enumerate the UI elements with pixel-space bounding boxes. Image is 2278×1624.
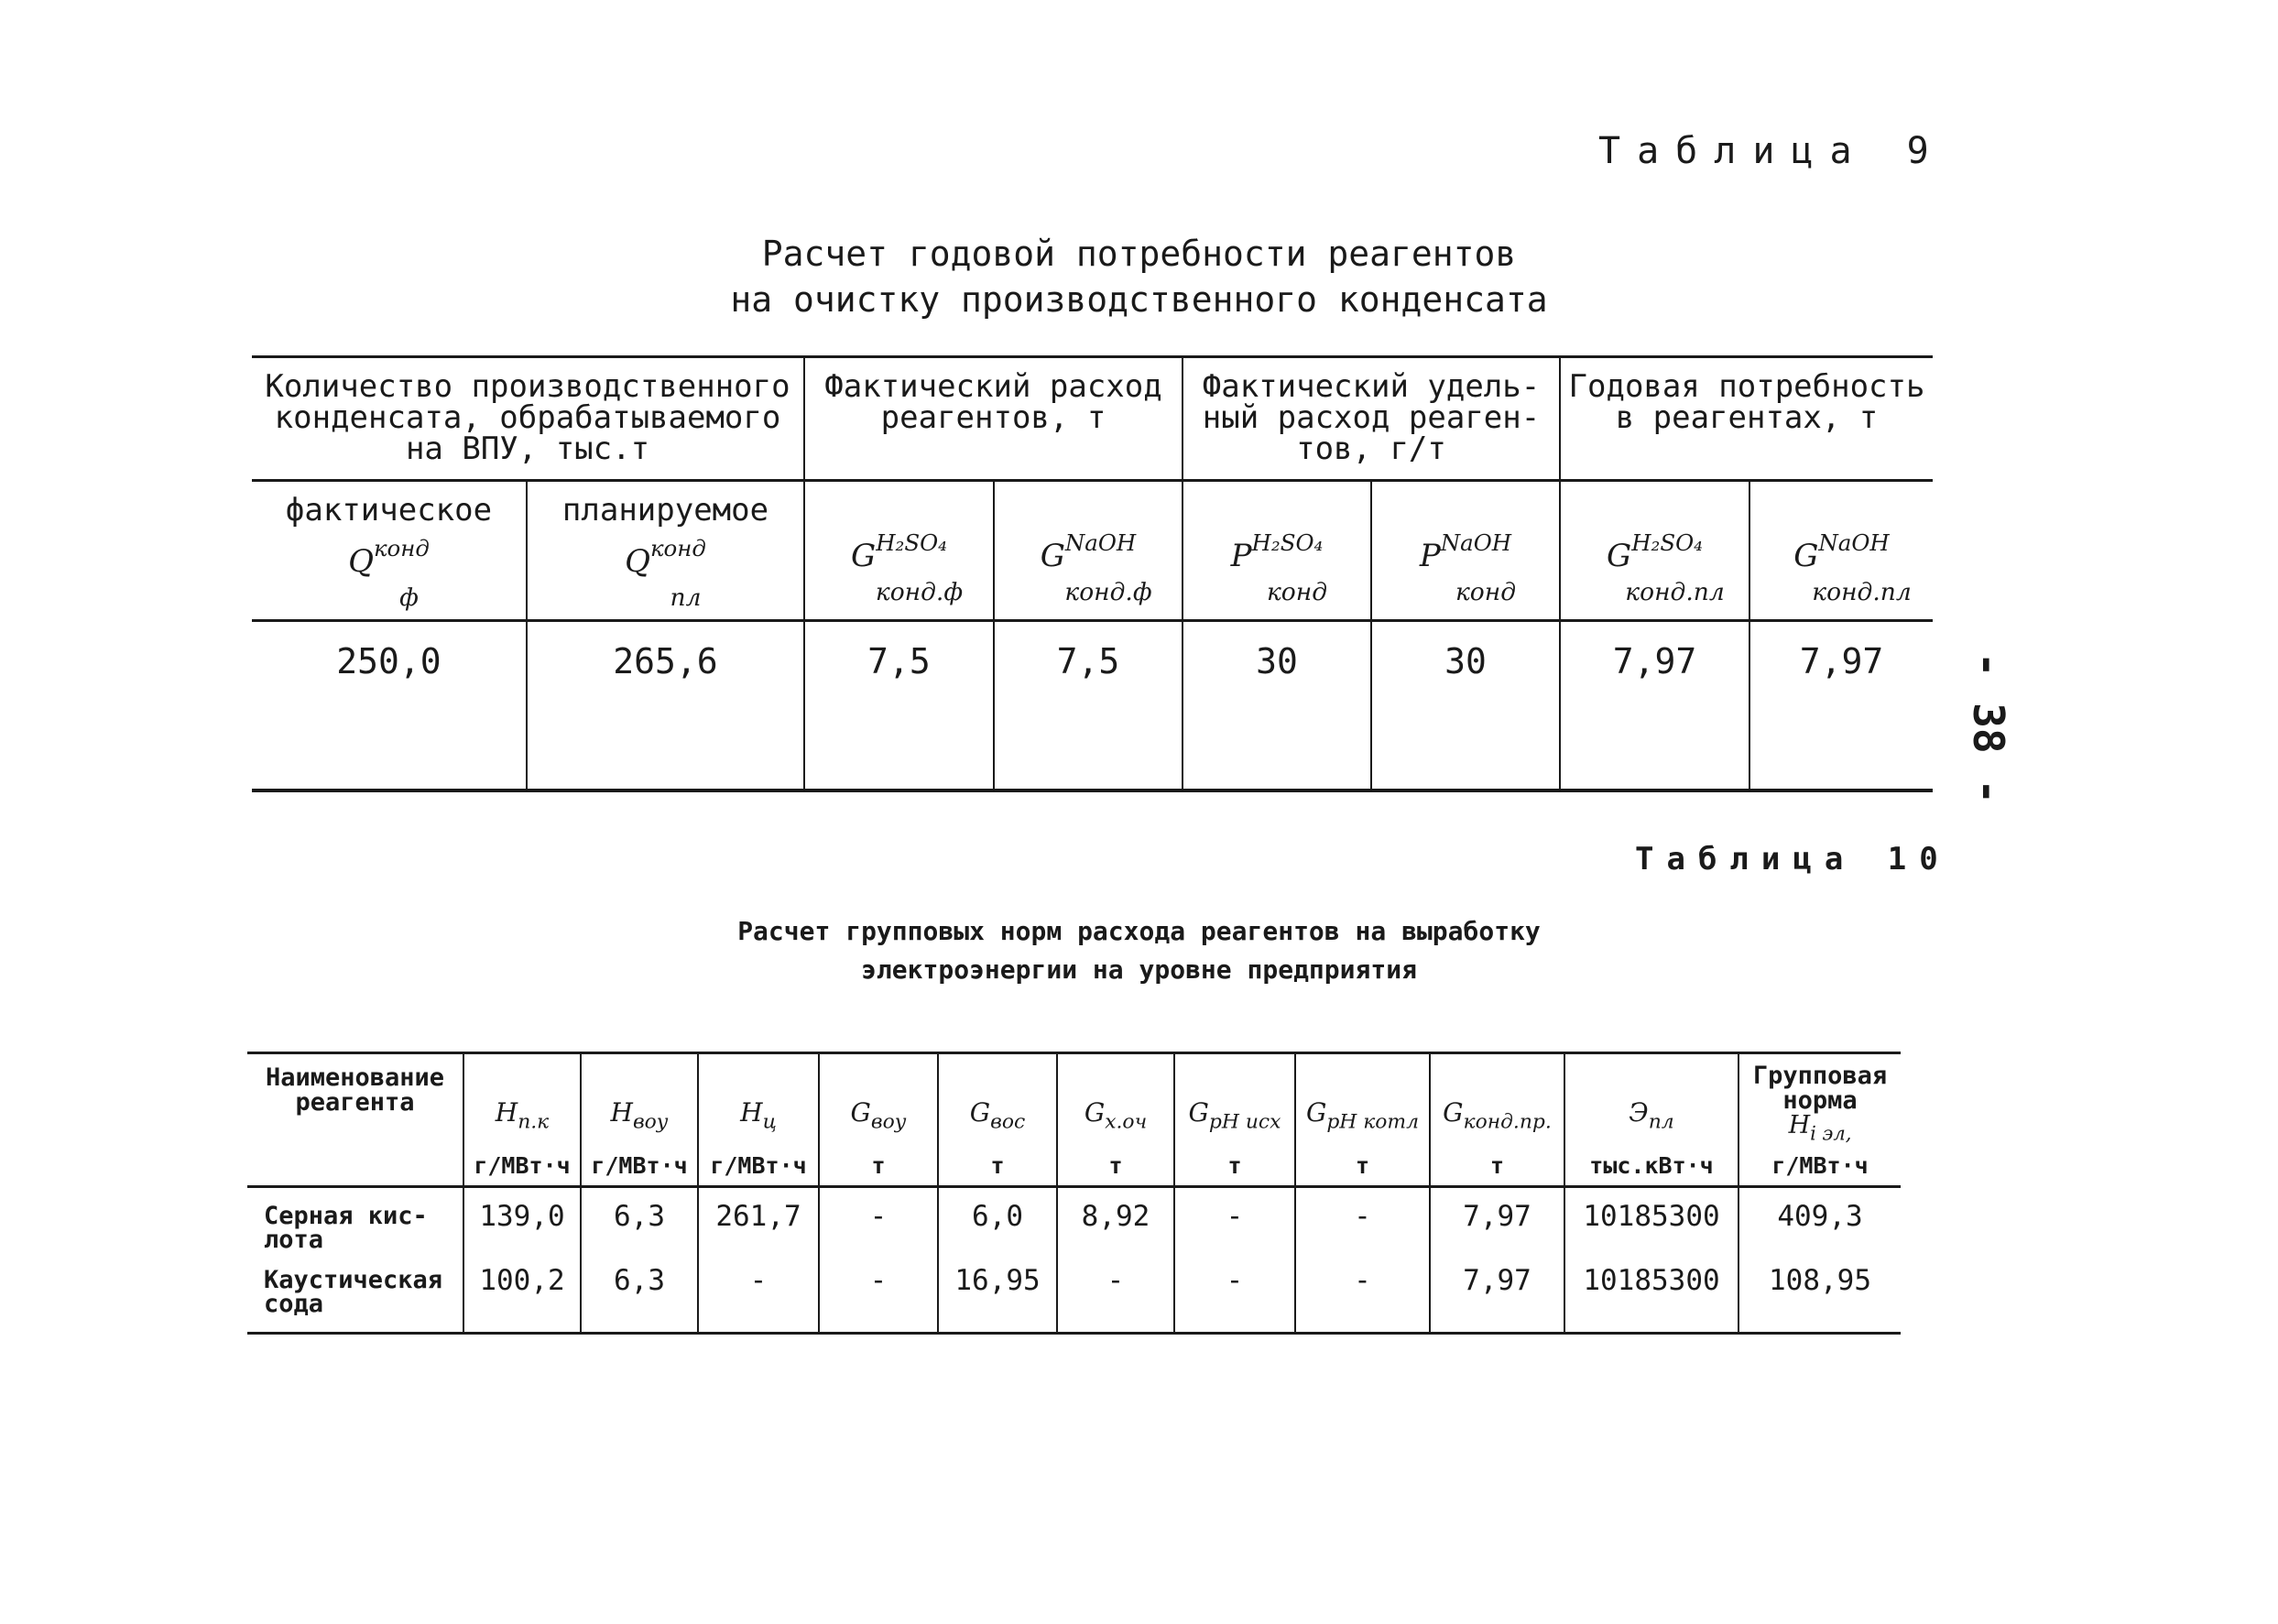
table9-title (0, 231, 2278, 322)
table10-cell: - (819, 1252, 938, 1333)
symbol-superscript: H₂SO₄ (1631, 529, 1703, 556)
header-line: реагентов, т (880, 399, 1106, 436)
symbol-subscript: конд (1266, 578, 1328, 607)
table9-cell: 30 (1371, 621, 1560, 790)
header-line: Количество производственного (265, 368, 790, 405)
symbol-subscript: пл (1648, 1110, 1674, 1134)
table9-data-row (252, 621, 1933, 790)
symbol-subscript: пл (670, 583, 702, 613)
table9-column-header (1749, 481, 1933, 621)
table10-row (247, 1252, 1901, 1333)
table9-column-row (252, 481, 1933, 621)
header-line: ный расход реаген- (1202, 399, 1541, 436)
table9-group-header (804, 357, 1183, 481)
table10-cell: 6,3 (581, 1187, 698, 1253)
symbol-subscript: вос (990, 1110, 1026, 1134)
table10-column-header (819, 1053, 938, 1187)
table10-header-row (247, 1053, 1901, 1187)
table9-column-header (1371, 481, 1560, 621)
column-unit: т (871, 1152, 886, 1179)
table9-cell: 7,97 (1560, 621, 1749, 790)
table9-column-header (252, 481, 527, 621)
table9-cell: 7,5 (804, 621, 994, 790)
table10-column-header (463, 1053, 581, 1187)
symbol-subscript: конд.ф (875, 578, 964, 607)
table10-cell: - (819, 1187, 938, 1253)
table10-cell: 16,95 (938, 1252, 1057, 1333)
symbol: H (495, 1097, 518, 1128)
column-symbol (528, 533, 803, 619)
header-line: на ВПУ, тыс.т (405, 431, 650, 467)
column-unit: г/МВт·ч (1771, 1152, 1869, 1179)
table9-cell: 250,0 (252, 621, 527, 790)
symbol-superscript: NaOH (1818, 529, 1890, 556)
column-unit: т (1355, 1152, 1370, 1179)
table10-label: Таблица 10 (1635, 841, 1951, 877)
row-name-line: Серная кис- (264, 1202, 428, 1230)
symbol: G (1040, 538, 1065, 575)
column-symbol (1175, 1097, 1294, 1135)
symbol-superscript: конд (649, 535, 706, 561)
table10-cell: - (698, 1252, 819, 1333)
symbol-subscript: конд.пл (1625, 578, 1725, 607)
symbol: G (1443, 1097, 1464, 1128)
column-unit: т (990, 1152, 1005, 1179)
table9-column-header (527, 481, 804, 621)
column-unit: т (1227, 1152, 1242, 1179)
table10-cell: 261,7 (698, 1187, 819, 1253)
table9-column-header (1183, 481, 1371, 621)
symbol: G (1793, 538, 1819, 575)
column-unit: г/МВт·ч (591, 1152, 688, 1179)
table10-column-header (581, 1053, 698, 1187)
table10-cell: 100,2 (463, 1252, 581, 1333)
column-unit: г/МВт·ч (474, 1152, 571, 1179)
header-line: Годовая потребность (1568, 368, 1925, 405)
header-line: в реагентах, т (1615, 399, 1879, 436)
symbol: G (1305, 1097, 1327, 1128)
table10-cell: 108,95 (1769, 1264, 1871, 1297)
symbol-subscript: конд.ф (1064, 578, 1152, 607)
column-symbol (939, 1097, 1056, 1135)
symbol-subscript: i эл, (1810, 1121, 1852, 1145)
symbol: H (1788, 1111, 1811, 1139)
table10-column-header (938, 1053, 1057, 1187)
table9-cell: 30 (1183, 621, 1371, 790)
table9-group-header (252, 357, 804, 481)
table10-cell: 7,97 (1430, 1187, 1564, 1253)
table9-label: Таблица 9 (1598, 130, 1946, 172)
symbol-subscript: х.оч (1105, 1110, 1148, 1134)
symbol-subscript: конд.пл (1812, 578, 1912, 607)
symbol-subscript: воу (632, 1110, 669, 1134)
table10-cell: - (1295, 1252, 1430, 1333)
table9-group-header (1183, 357, 1560, 481)
table10-cell: 6,3 (581, 1252, 698, 1333)
table10-cell: 409,3 (1777, 1200, 1863, 1233)
column-symbol (1296, 1097, 1429, 1135)
table9 (252, 355, 1933, 792)
column-symbol (252, 533, 526, 619)
symbol: G (1084, 1097, 1106, 1128)
symbol: H (610, 1097, 633, 1128)
symbol-subscript: п.к (518, 1110, 550, 1134)
table10-column-header (1564, 1053, 1738, 1187)
symbol: G (850, 1097, 871, 1128)
table10-title-line: Расчет групповых норм расхода реагентов на выработку (737, 916, 1541, 946)
column-symbol (699, 1097, 818, 1135)
header-line: реагента (295, 1088, 415, 1117)
column-unit: г/МВт·ч (710, 1152, 807, 1179)
column-symbol (582, 1097, 697, 1135)
symbol: P (1230, 538, 1252, 575)
table10-column-header (1174, 1053, 1295, 1187)
table10-row-name (247, 1252, 463, 1333)
row-name-line: сода (264, 1290, 324, 1318)
column-label: фактическое (285, 492, 493, 529)
symbol-subscript: ц (762, 1110, 777, 1134)
table10-column-header (698, 1053, 819, 1187)
symbol-subscript: рН котл (1326, 1110, 1420, 1134)
symbol-superscript: H₂SO₄ (1251, 529, 1324, 556)
symbol: P (1419, 538, 1441, 575)
symbol-superscript: конд (373, 535, 430, 561)
table9-cell: 7,5 (994, 621, 1183, 790)
column-symbol (1183, 528, 1370, 614)
table9-group-row (252, 357, 1933, 481)
symbol: G (1607, 538, 1632, 575)
table10-row (247, 1187, 1901, 1253)
column-label: планируемое (561, 492, 769, 529)
table9-title-line: на очистку производственного конденсата (730, 279, 1548, 320)
table10-total-header (1738, 1053, 1901, 1187)
table10-cell: 7,97 (1430, 1252, 1564, 1333)
header-line: Фактический удель- (1202, 368, 1541, 405)
symbol-subscript: конд (1455, 578, 1517, 607)
table9-column-header (994, 481, 1183, 621)
table10-cell: 8,92 (1057, 1187, 1174, 1253)
table10 (247, 1052, 1901, 1335)
page-number (1956, 651, 2021, 805)
table9-cell: 265,6 (527, 621, 804, 790)
symbol-subscript: конд.пр. (1463, 1110, 1552, 1134)
table10-cell: - (1174, 1187, 1295, 1253)
symbol: Э (1629, 1097, 1649, 1128)
table10-title (0, 912, 2278, 989)
symbol: H (740, 1097, 763, 1128)
row-name-line: Каустическая (264, 1266, 443, 1294)
symbol-superscript: H₂SO₄ (876, 529, 947, 556)
column-symbol (1739, 1113, 1901, 1145)
table10-title-line: электроэнергии на уровне предприятия (861, 954, 1417, 985)
header-line: Фактический расход (824, 368, 1162, 405)
symbol-superscript: NaOH (1064, 529, 1137, 556)
column-symbol (1372, 528, 1559, 614)
column-symbol (1058, 1097, 1173, 1135)
column-unit: т (1108, 1152, 1123, 1179)
column-symbol (805, 528, 993, 614)
symbol: G (1188, 1097, 1209, 1128)
table10-cell: - (1174, 1252, 1295, 1333)
symbol: Q (348, 543, 374, 581)
header-line: Групповая (1752, 1062, 1888, 1090)
table9-title-line: Расчет годовой потребности реагентов (761, 234, 1517, 274)
column-symbol (1750, 528, 1933, 614)
table10-cell: 6,0 (938, 1187, 1057, 1253)
header-line: норма (1782, 1086, 1858, 1115)
table9-column-header (1560, 481, 1749, 621)
column-symbol (995, 528, 1182, 614)
row-name-line: лота (264, 1226, 324, 1252)
symbol: G (969, 1097, 991, 1128)
symbol: Q (625, 543, 650, 581)
header-line: Наименование (265, 1063, 445, 1092)
column-symbol (820, 1097, 937, 1135)
symbol-superscript: NaOH (1440, 529, 1512, 556)
symbol-subscript: рН исх (1208, 1110, 1281, 1134)
symbol-subscript: ф (399, 583, 419, 613)
column-symbol (1561, 528, 1749, 614)
table10-cell: - (1295, 1187, 1430, 1253)
page-number-text: - 38 - (1964, 651, 2014, 805)
table10-cell: 10185300 (1564, 1187, 1738, 1253)
column-symbol (1431, 1097, 1564, 1135)
table9-group-header (1560, 357, 1933, 481)
table10-column-header (1057, 1053, 1174, 1187)
table10-column-header (1430, 1053, 1564, 1187)
column-symbol (464, 1097, 580, 1135)
table10-cell: - (1057, 1252, 1174, 1333)
table9-column-header (804, 481, 994, 621)
table10-row-name (247, 1187, 463, 1253)
header-line: тов, г/т (1296, 431, 1446, 467)
symbol-subscript: воу (870, 1110, 907, 1134)
header-line: конденсата, обрабатываемого (274, 399, 781, 436)
symbol: G (851, 538, 877, 575)
table9-cell: 7,97 (1799, 641, 1884, 682)
table10-cell: 139,0 (463, 1187, 581, 1253)
column-unit: т (1489, 1152, 1505, 1179)
column-unit: тыс.кВт·ч (1589, 1152, 1714, 1179)
table10-column-header (1295, 1053, 1430, 1187)
table10-cell: 10185300 (1564, 1252, 1738, 1333)
table10-name-header (247, 1053, 463, 1187)
column-symbol (1565, 1097, 1738, 1135)
